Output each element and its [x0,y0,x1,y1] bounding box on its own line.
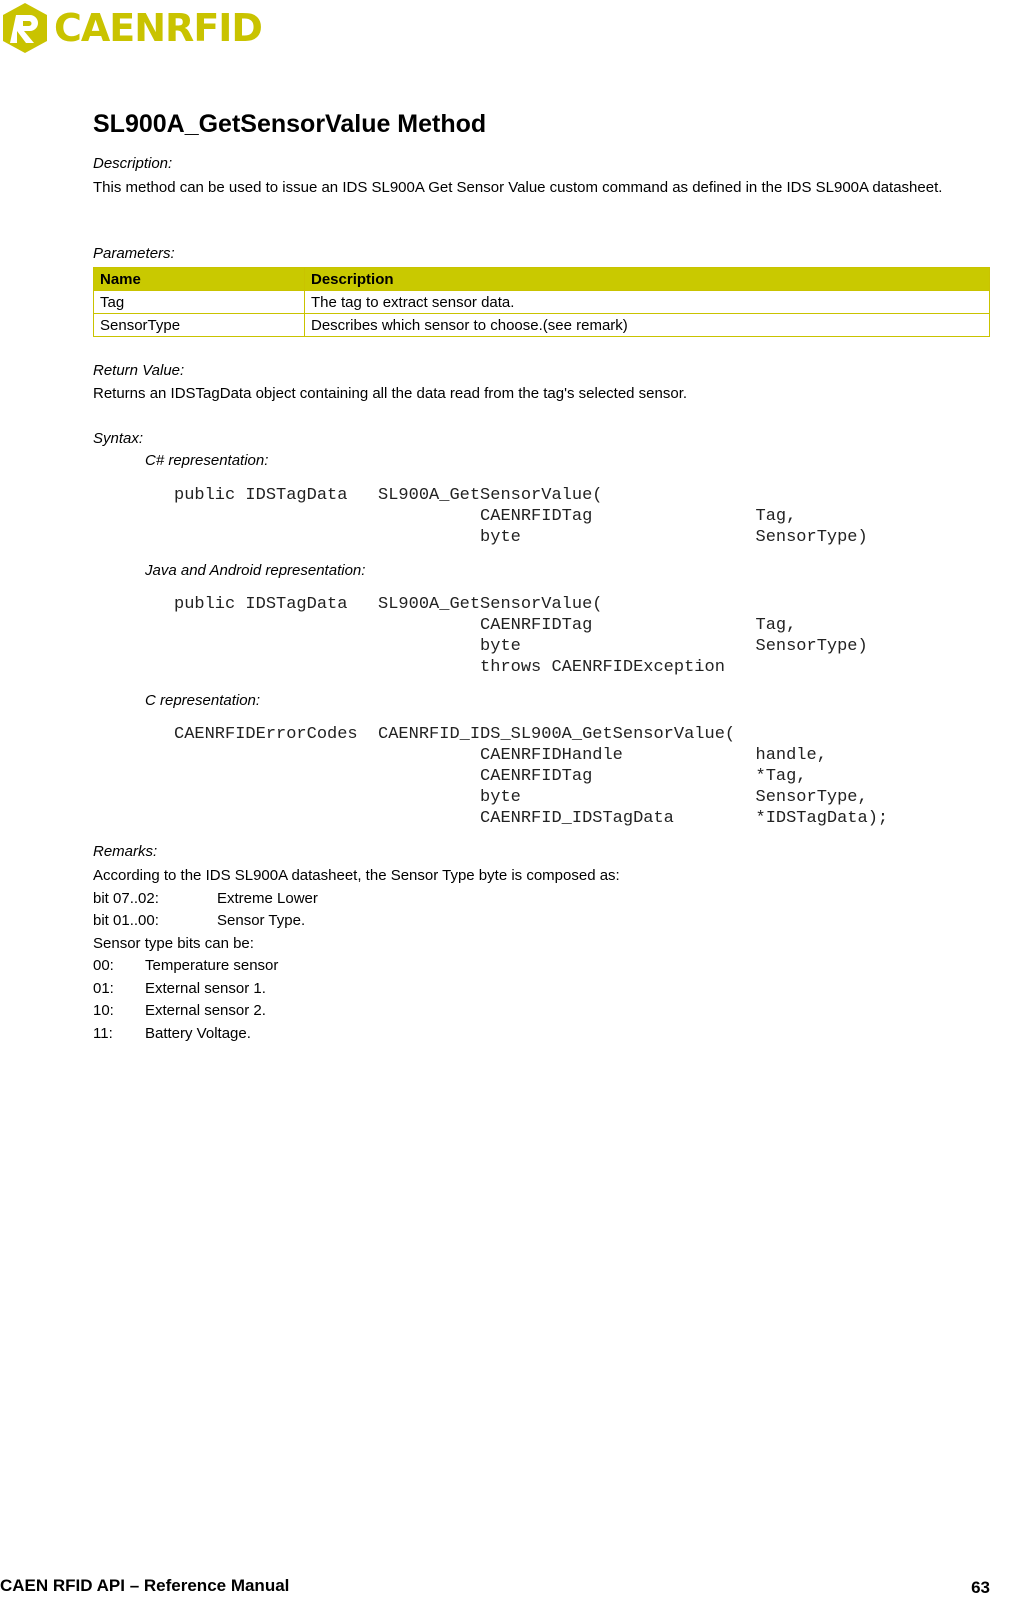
code-line: CAENRFIDHandle handle, [174,746,827,765]
parameters-label: Parameters: [93,245,175,262]
code-line: byte SensorType) [174,528,868,547]
c-code [174,724,888,829]
type-key: 10: [93,1002,114,1019]
list-item [93,888,620,911]
list-item [93,1000,620,1023]
return-value-text: Returns an IDSTagData object containing all the data read from the tag's selected sensor. [93,385,688,402]
code-line: CAENRFIDTag *Tag, [174,767,807,786]
logo [0,0,262,56]
return-value-label: Return Value: [93,362,185,379]
code-line: throws CAENRFIDException [174,658,725,677]
c-label: C representation: [145,692,261,709]
java-label: Java and Android representation: [145,562,366,579]
table-row [94,314,990,337]
list-item [93,910,620,933]
remarks-intro: According to the IDS SL900A datasheet, the Sensor Type byte is composed as: [93,867,620,884]
page-number: 63 [971,1578,990,1597]
page-title: SL900A_GetSensorValue Method [93,110,487,138]
bit-value: Extreme Lower [217,889,318,907]
types-intro: Sensor type bits can be: [93,934,254,952]
caenrfid-logo-icon [0,1,50,55]
code-line: CAENRFIDErrorCodes CAENRFID_IDS_SL900A_GetSensorValue( [174,725,736,744]
column-header-name: Name [94,268,305,291]
type-value: External sensor 1. [145,979,266,997]
param-description: Describes which sensor to choose.(see remark) [305,314,990,337]
bit-value: Sensor Type. [217,912,306,929]
type-value: Temperature sensor [145,957,279,974]
list-item [93,955,620,978]
param-name: SensorType [94,314,305,337]
bit-key: bit 07..02: [93,889,159,907]
parameters-table [93,267,990,337]
table-row [94,291,990,314]
code-line: CAENRFID_IDSTagData *IDSTagData); [174,809,889,828]
csharp-label: C# representation: [145,452,269,469]
description-label: Description: [93,155,173,172]
remarks-block [93,865,620,1045]
param-name: Tag [94,291,305,314]
column-header-description: Description [305,268,990,291]
table-header-row [94,268,990,291]
code-line: CAENRFIDTag Tag, [174,507,797,526]
logo-text: CAENRFID [54,6,262,50]
type-value: Battery Voltage. [145,1024,251,1042]
syntax-label: Syntax: [93,430,144,447]
code-line: public IDSTagData SL900A_GetSensorValue( [174,486,603,505]
java-code [174,594,868,678]
code-line: byte SensorType, [174,788,868,807]
bit-key: bit 01..00: [93,912,159,929]
code-line: byte SensorType) [174,637,868,656]
type-key: 01: [93,979,114,997]
list-item [93,1023,620,1046]
list-item [93,978,620,1001]
param-description: The tag to extract sensor data. [305,291,990,314]
remarks-label: Remarks: [93,843,158,860]
type-key: 11: [93,1024,113,1042]
type-value: External sensor 2. [145,1002,266,1019]
code-line: CAENRFIDTag Tag, [174,616,797,635]
type-key: 00: [93,957,114,974]
footer-manual-title: CAEN RFID API – Reference Manual [0,1576,290,1595]
csharp-code [174,485,868,548]
code-line: public IDSTagData SL900A_GetSensorValue( [174,595,603,614]
description-text: This method can be used to issue an IDS SL900A Get Sensor Value custom command as defined in the IDS SL900A datasheet. [93,179,943,196]
